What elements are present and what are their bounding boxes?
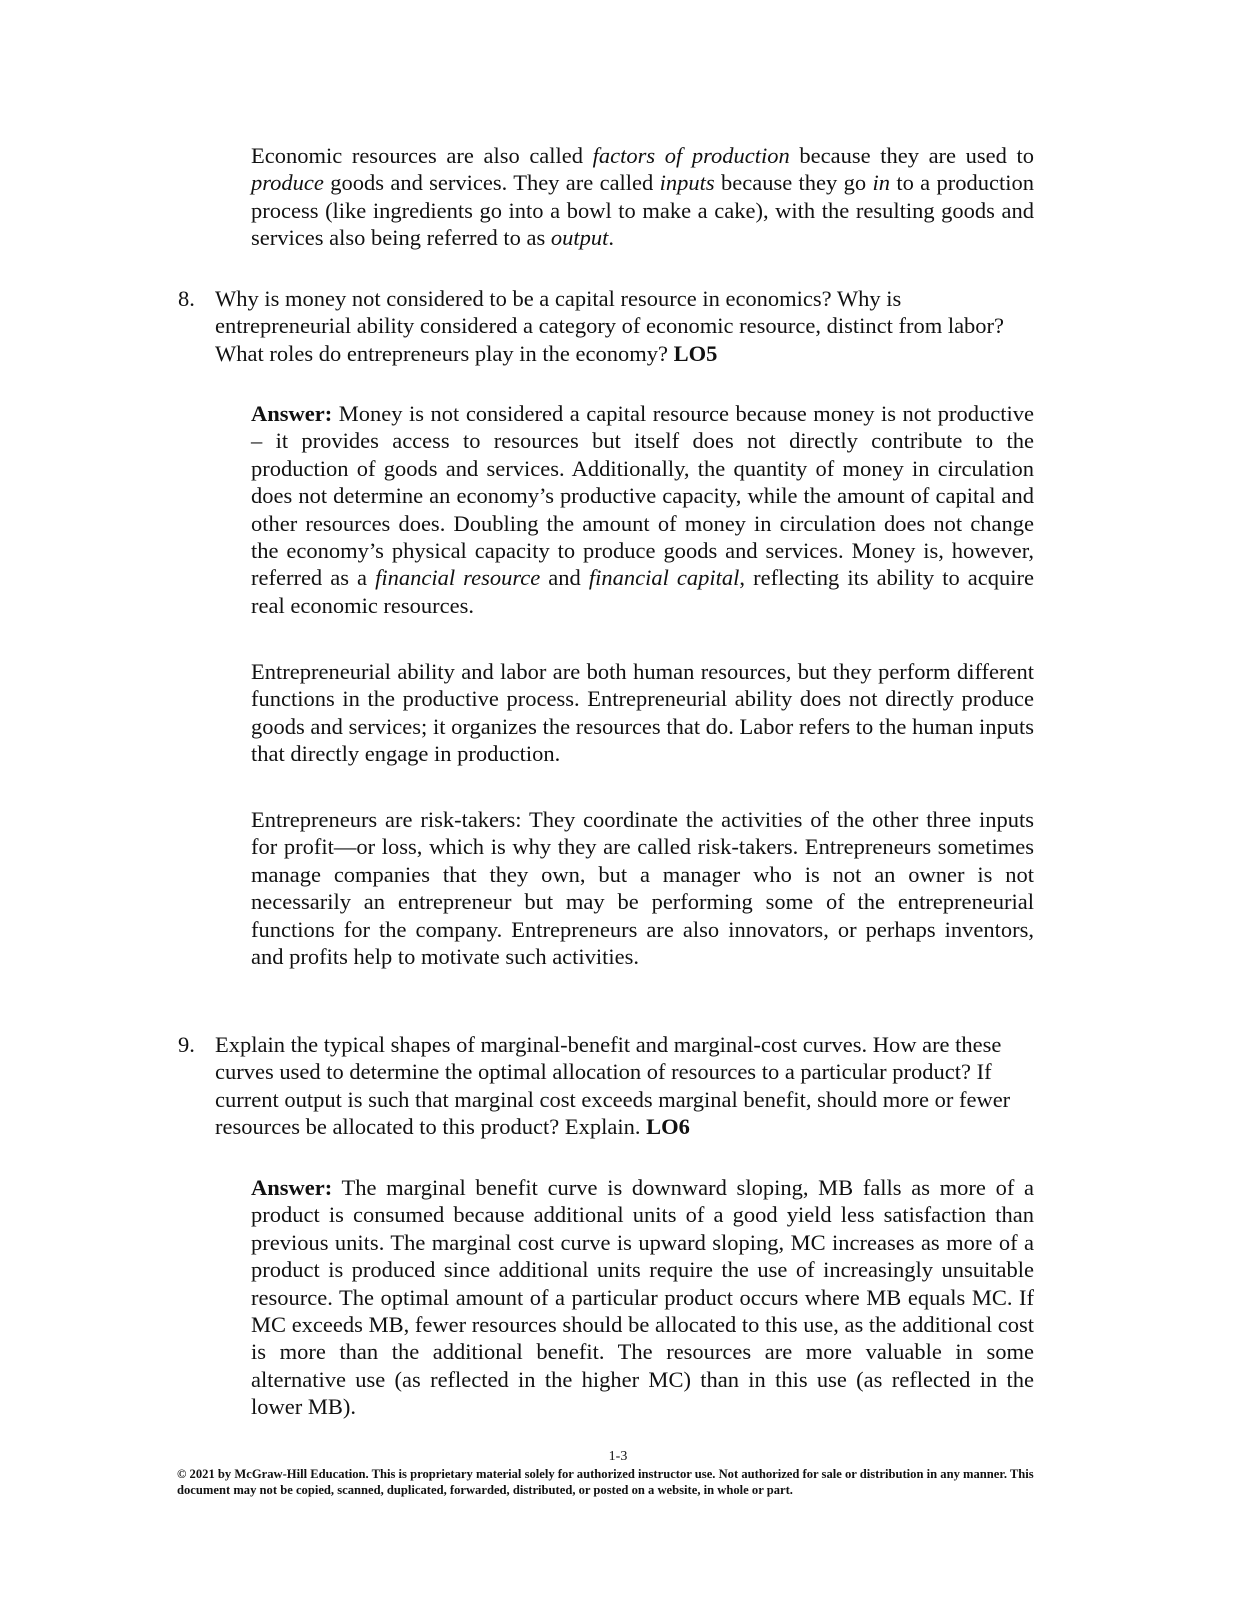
- text-run: and: [540, 565, 589, 591]
- italic-term: financial capital: [588, 565, 740, 591]
- answer-8-paragraph-1: [251, 400, 1034, 619]
- answer-8-paragraph-3: Entrepreneurs are risk-takers: They coordinate the activities of the other three inputs for profit—or loss, which is why they are called risk-takers. Entrepreneurs sometimes manage companies that they own, but a manager who is not an owner is not necessarily an entrepreneur but may be performing some of the entrepreneurial functions for the company. Entrepreneurs are also innovators, or perhaps inventors, and profits help to motivate such activities.: [251, 807, 1034, 970]
- learning-objective-tag: LO5: [673, 340, 718, 366]
- question-9: [178, 1031, 1018, 1141]
- question-number: 8.: [178, 286, 195, 311]
- answer-8-paragraph-2: Entrepreneurial ability and labor are both human resources, but they perform different functions in the productive process. Entrepreneurial ability does not directly produce goods and services; it organizes the resources that do. Labor refers to the human inputs that directly engage in production.: [251, 659, 1034, 767]
- text-run: , reflecting its ability to acquire real economic resources.: [251, 565, 1034, 618]
- italic-term: produce: [251, 170, 324, 196]
- text-run: goods and services. They are called: [323, 170, 660, 196]
- text-run: Economic resources are also called: [251, 143, 593, 168]
- text-run: Explain the typical shapes of marginal-benefit and marginal-cost curves. How are these curves used to determine the optimal allocation of resources to a particular product? If current output is such that marginal cost exceeds marginal benefit, should more or fewer resources be allocated to this product? Explain.: [215, 1032, 1011, 1140]
- answer-label: Answer:: [251, 1175, 333, 1200]
- italic-term: output: [550, 225, 609, 251]
- page-number: 1-3: [608, 1449, 628, 1464]
- italic-term: financial resource: [375, 565, 541, 591]
- text-run: because they are used to: [789, 143, 1034, 168]
- text-run: Why is money not considered to be a capital resource in economics? Why is entrepreneurial ability considered a category of economic resource, distinct from labor? What roles do entrepreneurs play in the economy?: [215, 286, 1005, 366]
- answer-label: Answer:: [251, 401, 333, 426]
- learning-objective-tag: LO6: [646, 1114, 690, 1140]
- answer-9-paragraph: [251, 1174, 1034, 1421]
- text-run: The marginal benefit curve is downward sloping, MB falls as more of a product is consumed because additional units of a good yield less satisfaction than previous units. The marginal cost curve is upward sloping, MC increases as more of a product is produced since additional units require the use of increasingly unsuitable resource. The optimal amount of a particular product occurs where MB equals MC. If MC exceeds MB, fewer resources should be allocated to this use, as the additional cost is more than the additional benefit. The resources are more valuable in some alternative use (as reflected in the higher MC) than in this use (as reflected in the lower MB).: [251, 1175, 1034, 1420]
- question-text: [215, 1031, 1018, 1141]
- text-run: to a production process (like ingredients go into a bowl to make a cake), with the resulting goods and services also being referred to as: [251, 170, 1034, 251]
- intro-paragraph: [251, 142, 1034, 252]
- italic-term: factors of production: [592, 143, 790, 168]
- text-run: Money is not considered a capital resource because money is not productive – it provides access to resources but itself does not directly contribute to the production of goods and services. Additionally, the quantity of money in circulation does not determine an economy’s productive capacity, while the amount of capital and other resources does. Doubling the amount of money in circulation does not change the economy’s physical capacity to produce goods and services. Money is, however, referred as a: [251, 401, 1034, 591]
- text-run: .: [608, 225, 615, 251]
- text-run: because they go: [714, 170, 873, 196]
- question-text: [215, 285, 1018, 367]
- copyright-notice: © 2021 by McGraw-Hill Education. This is proprietary material solely for authorized instructor use. Not authorized for sale or distribution in any manner. This document may not be copied, scanned, duplicated, forwarded, distributed, or posted on a website, in whole or part.: [177, 1467, 1034, 1497]
- question-number: 9.: [178, 1032, 195, 1057]
- question-8: [178, 285, 1018, 367]
- italic-term: inputs: [659, 170, 715, 196]
- italic-term: in: [872, 170, 890, 196]
